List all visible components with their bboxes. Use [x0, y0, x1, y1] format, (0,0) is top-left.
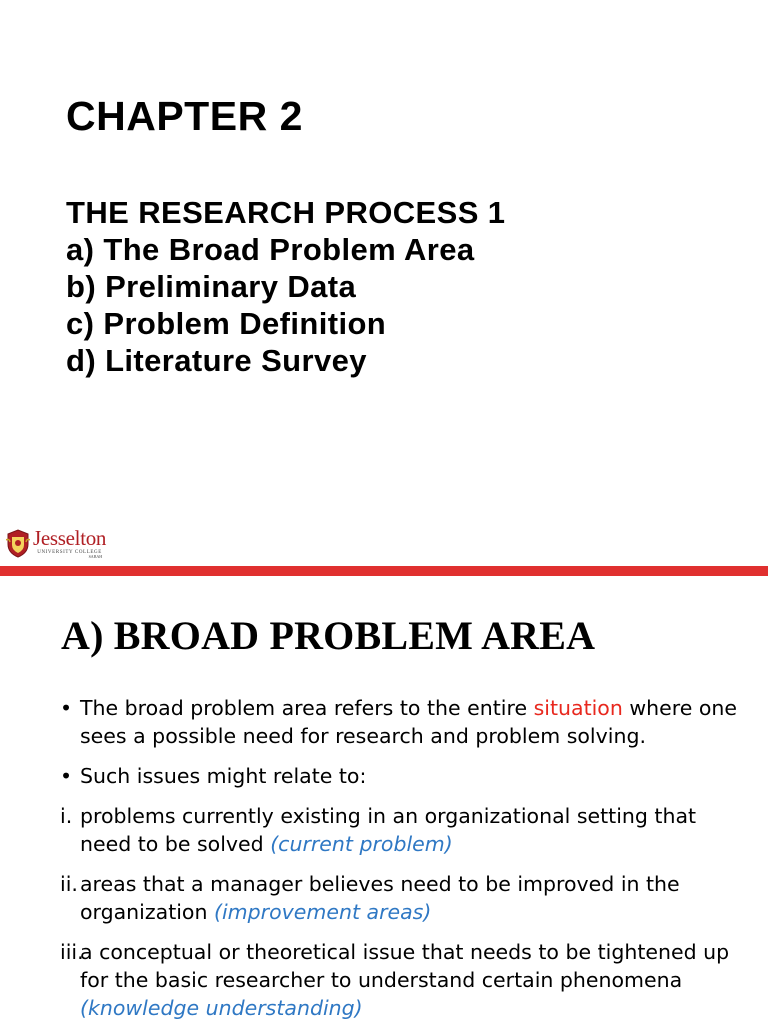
outline-item-b: b) Preliminary Data: [66, 269, 357, 304]
chapter-outline: [66, 194, 505, 379]
list-item: [60, 938, 750, 1022]
logo-name: Jesselton: [33, 525, 107, 550]
bullet-marker: •: [60, 696, 73, 720]
crest-icon: [6, 528, 30, 558]
content-slide: [0, 576, 768, 1024]
slide-divider: [0, 566, 768, 576]
logo-subline: UNIVERSITY COLLEGE: [37, 549, 102, 555]
outline-heading: THE RESEARCH PROCESS 1: [66, 195, 506, 230]
chapter-title: CHAPTER 2: [66, 93, 303, 139]
list-text: problems currently existing in an organizational setting that need to be solved: [80, 804, 697, 856]
bullet-item: [60, 694, 750, 750]
bullet-text-end: where one sees a possible need for research and problem solving.: [80, 696, 737, 748]
list-marker: i.: [60, 804, 73, 828]
bullet-item: [60, 762, 750, 790]
list-tag: (improvement areas): [213, 900, 432, 924]
slide-title: A) BROAD PROBLEM AREA: [61, 613, 596, 658]
bullet-text: Such issues might relate to:: [80, 764, 367, 788]
bullet-text: The broad problem area refers to the entire: [80, 696, 534, 720]
list-item: [60, 802, 750, 858]
slide-body: [60, 694, 750, 1024]
list-text: areas that a manager believes need to be improved in the organization: [80, 872, 680, 924]
list-tag: (current problem): [270, 832, 453, 856]
list-text: a conceptual or theoretical issue that needs to be tightened up for the basic researcher to understand certain phenomena: [80, 940, 730, 992]
outline-item-d: d) Literature Survey: [66, 343, 367, 378]
list-marker: iii.: [60, 940, 84, 964]
bullet-marker: •: [60, 764, 73, 788]
list-marker: ii.: [60, 872, 78, 896]
highlight-situation: situation: [533, 696, 623, 720]
logo-subline-2: SABAH: [88, 553, 103, 559]
list-item: [60, 870, 750, 926]
list-tag: (knowledge understanding): [80, 996, 363, 1020]
college-logo: [6, 526, 106, 560]
outline-item-c: c) Problem Definition: [66, 306, 387, 341]
outline-item-a: a) The Broad Problem Area: [66, 232, 475, 267]
